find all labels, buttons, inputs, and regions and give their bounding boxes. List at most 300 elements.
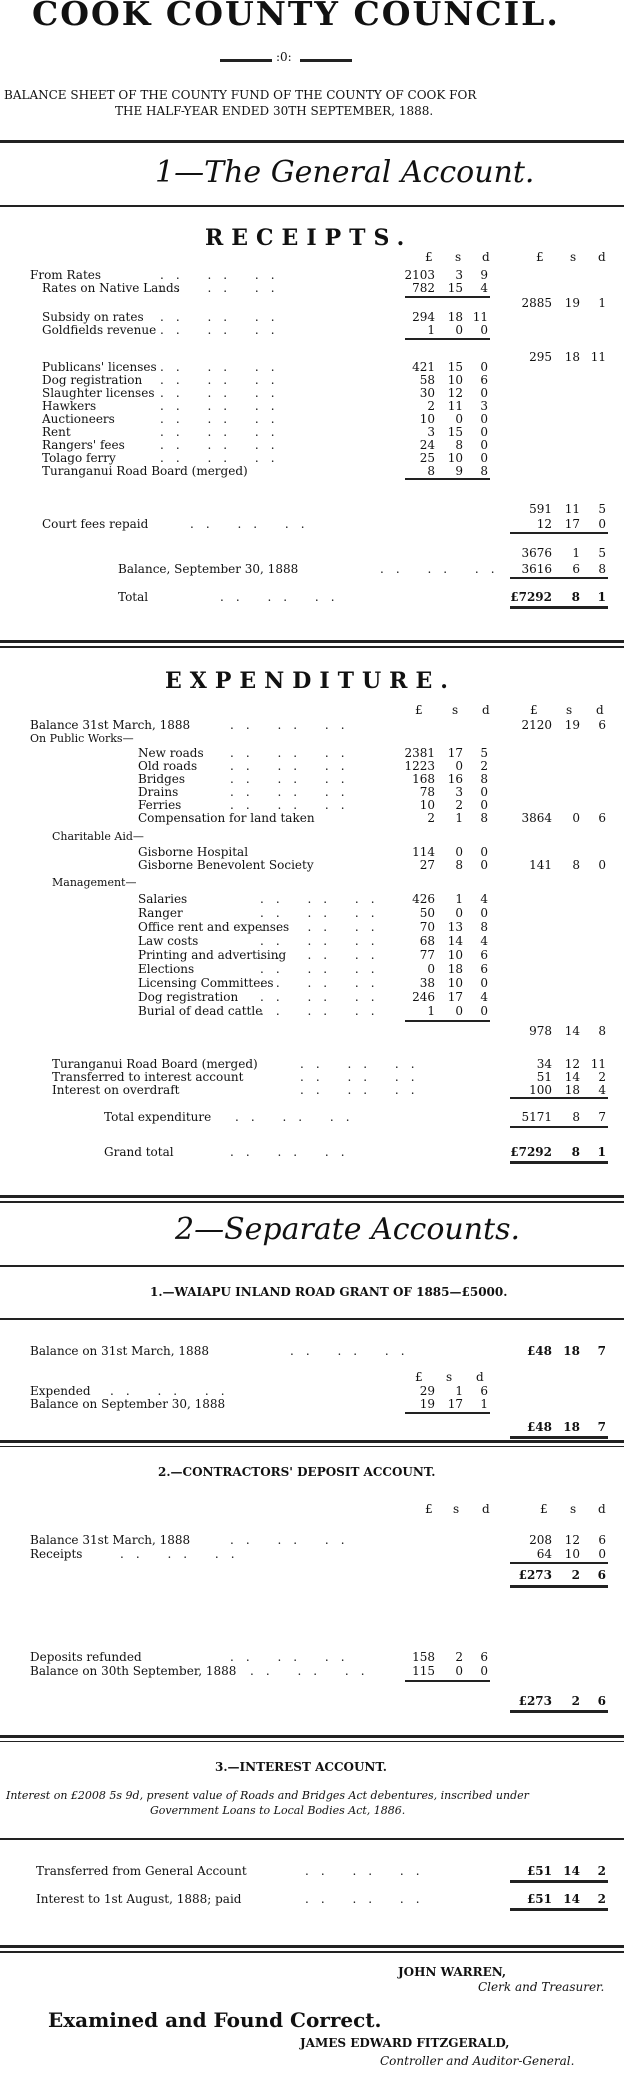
contractors-label: Receipts xyxy=(30,1547,83,1561)
total-expenditure-s: 8 xyxy=(572,1110,580,1124)
receipt-amount-s: 0 xyxy=(455,412,463,426)
receipt-label: Hawkers xyxy=(42,399,97,413)
receipts-subtotal-l: 591 xyxy=(529,502,552,516)
receipt-amount-s: 15 xyxy=(447,281,463,295)
management-label: Dog registration xyxy=(138,990,239,1004)
expenditure-amount-d: 2 xyxy=(598,1070,606,1084)
expenditure-amount-l: 51 xyxy=(536,1070,552,1084)
balance-amount-l: 3616 xyxy=(521,562,552,576)
receipts-subtotal-s: 19 xyxy=(564,296,580,310)
management-amount-l: 1 xyxy=(427,1004,435,1018)
grand-total-d: 1 xyxy=(597,1145,606,1159)
management-label: Printing and advertising xyxy=(138,948,287,962)
management-label: Law costs xyxy=(138,934,199,948)
receipt-amount-d: 0 xyxy=(480,412,488,426)
leader-dots: .. .. .. xyxy=(160,438,287,452)
sum-rule xyxy=(510,1585,608,1588)
charitable-label: Gisborne Benevolent Society xyxy=(138,858,314,872)
management-label: Elections xyxy=(138,962,195,976)
interest-note-2: Government Loans to Local Bodies Act, 1886. xyxy=(150,1804,406,1817)
rule xyxy=(0,1951,624,1953)
receipts-subtotal-d: 11 xyxy=(590,350,606,364)
leader-dots: .. .. .. xyxy=(230,1145,357,1159)
contractors-receipts-l: 64 xyxy=(536,1547,552,1561)
public-works-amount-s: 16 xyxy=(447,772,463,786)
public-works-total-s: 0 xyxy=(572,811,580,825)
receipt-amount-s: 3 xyxy=(455,268,463,282)
receipt-amount-d: 3 xyxy=(480,399,488,413)
receipt-amount-s: 8 xyxy=(455,438,463,452)
col-d: d xyxy=(598,250,606,264)
leader-dots: .. .. .. xyxy=(160,281,287,295)
signatory-1-name: JOHN WARREN, xyxy=(398,1965,507,1979)
receipt-label: Publicans' licenses xyxy=(42,360,157,374)
contractors-refunded-l: 158 xyxy=(412,1650,435,1664)
total-expenditure-l: 5171 xyxy=(521,1110,552,1124)
separate-accounts-title: 2—Separate Accounts. xyxy=(175,1212,521,1247)
court-fees-amount-l: 12 xyxy=(536,517,552,531)
public-works-amount-l: 168 xyxy=(412,772,435,786)
col-s: s xyxy=(452,703,459,717)
receipt-amount-s: 10 xyxy=(447,451,463,465)
rule xyxy=(0,1945,624,1948)
receipt-amount-l: 421 xyxy=(412,360,435,374)
leader-dots: .. .. .. xyxy=(260,892,387,906)
management-amount-l: 0 xyxy=(427,962,435,976)
contractors-label: Balance 31st March, 1888 xyxy=(30,1533,191,1547)
receipt-amount-s: 18 xyxy=(447,310,463,324)
management-amount-s: 10 xyxy=(447,948,463,962)
receipt-amount-d: 0 xyxy=(480,438,488,452)
expenditure-amount-s: 18 xyxy=(564,1083,580,1097)
leader-dots: .. .. .. xyxy=(260,934,387,948)
waiapu-balance-sep-s: 17 xyxy=(447,1397,463,1411)
leader-dots: .. .. .. xyxy=(160,310,287,324)
management-label: Burial of dead cattle xyxy=(138,1004,263,1018)
public-works-amount-s: 1 xyxy=(455,811,463,825)
receipt-amount-s: 12 xyxy=(447,386,463,400)
receipt-amount-l: 1 xyxy=(427,323,435,337)
receipts-heading: RECEIPTS. xyxy=(205,225,413,251)
ornament: :0: xyxy=(220,52,350,66)
management-amount-l: 426 xyxy=(412,892,435,906)
leader-dots: .. .. .. xyxy=(230,718,357,732)
management-label: Ranger xyxy=(138,906,183,920)
charitable-amount-s: 8 xyxy=(455,858,463,872)
management-amount-d: 4 xyxy=(480,934,488,948)
receipt-amount-l: 10 xyxy=(419,412,435,426)
management-amount-l: 68 xyxy=(419,934,435,948)
leader-dots: .. .. .. xyxy=(190,517,317,531)
interest-paid-l: £51 xyxy=(526,1892,552,1906)
leader-dots: .. .. .. xyxy=(160,451,287,465)
section-label: On Public Works— xyxy=(30,732,134,745)
expenditure-label: Total expenditure xyxy=(104,1110,212,1124)
receipt-label: Slaughter licenses xyxy=(42,386,155,400)
sum-rule xyxy=(510,1097,608,1099)
sum-rule xyxy=(405,1412,490,1414)
contractors-refunded-s: 2 xyxy=(455,1650,463,1664)
rule xyxy=(0,1201,624,1203)
charitable-total-l: 141 xyxy=(529,858,552,872)
contractors-balance-30-l: 115 xyxy=(412,1664,435,1678)
management-amount-d: 0 xyxy=(480,906,488,920)
sum-rule xyxy=(510,1880,608,1883)
col-pound: £ xyxy=(540,1502,548,1516)
section-label: Charitable Aid— xyxy=(52,830,144,843)
receipt-amount-l: 3 xyxy=(427,425,435,439)
sum-rule xyxy=(405,1680,490,1682)
leader-dots: .. .. .. xyxy=(160,373,287,387)
balance-amount-d: 8 xyxy=(598,562,606,576)
public-works-amount-d: 8 xyxy=(480,772,488,786)
public-works-amount-s: 17 xyxy=(447,746,463,760)
receipt-label: Subsidy on rates xyxy=(42,310,144,324)
contractors-label: Balance on 30th September, 1888 xyxy=(30,1664,237,1678)
public-works-label: New roads xyxy=(138,746,204,760)
contractors-balance-s: 12 xyxy=(564,1533,580,1547)
management-label: Licensing Committees xyxy=(138,976,274,990)
leader-dots: .. .. .. xyxy=(160,386,287,400)
expenditure-amount-l: 34 xyxy=(536,1057,552,1071)
contractors-receipts-s: 10 xyxy=(564,1547,580,1561)
receipts-subtotal-s: 11 xyxy=(564,502,580,516)
charitable-amount-l: 114 xyxy=(412,845,435,859)
management-amount-s: 1 xyxy=(455,892,463,906)
receipt-amount-d: 8 xyxy=(480,464,488,478)
receipt-amount-d: 0 xyxy=(480,425,488,439)
leader-dots: .. .. .. xyxy=(160,425,287,439)
sum-rule xyxy=(510,1562,608,1564)
sum-rule xyxy=(510,1908,608,1911)
receipt-amount-l: 58 xyxy=(419,373,435,387)
charitable-label: Gisborne Hospital xyxy=(138,845,249,859)
management-amount-s: 18 xyxy=(447,962,463,976)
grand-total-l: £7292 xyxy=(510,1145,552,1159)
col-s: s xyxy=(566,703,573,717)
sum-rule xyxy=(510,577,608,579)
management-amount-l: 50 xyxy=(419,906,435,920)
leader-dots: .. .. .. xyxy=(305,1892,432,1906)
receipt-amount-d: 6 xyxy=(480,373,488,387)
opening-balance-l: 2120 xyxy=(521,718,552,732)
col-d: d xyxy=(482,1502,490,1516)
receipt-amount-d: 9 xyxy=(480,268,488,282)
leader-dots: .. .. .. xyxy=(230,798,357,812)
contractors-balance-d: 6 xyxy=(598,1533,606,1547)
leader-dots: .. .. .. xyxy=(380,562,507,576)
rule xyxy=(0,640,624,643)
sum-rule xyxy=(405,296,490,298)
leader-dots: .. .. .. xyxy=(305,1864,432,1878)
interest-note-1: Interest on £2008 5s 9d, present value of Roads and Bridges Act debentures, inscribed under xyxy=(6,1789,529,1802)
expenditure-label: Balance 31st March, 1888 xyxy=(30,718,191,732)
management-total-d: 8 xyxy=(598,1024,606,1038)
leader-dots: .. .. .. xyxy=(300,1070,427,1084)
col-pound: £ xyxy=(425,250,433,264)
public-works-total-d: 6 xyxy=(598,811,606,825)
receipt-label: Court fees repaid xyxy=(42,517,149,531)
waiapu-balance-sep-l: 19 xyxy=(419,1397,435,1411)
waiapu-label: Balance on 31st March, 1888 xyxy=(30,1344,209,1358)
management-total-l: 978 xyxy=(529,1024,552,1038)
waiapu-total-d: 7 xyxy=(597,1420,606,1434)
charitable-amount-l: 27 xyxy=(419,858,435,872)
interest-paid-s: 14 xyxy=(563,1892,580,1906)
leader-dots: .. .. .. xyxy=(220,590,347,604)
expenditure-amount-s: 14 xyxy=(564,1070,580,1084)
rule xyxy=(0,1735,624,1738)
col-d: d xyxy=(482,703,490,717)
rule xyxy=(0,1265,624,1267)
expenditure-amount-d: 11 xyxy=(590,1057,606,1071)
leader-dots: .. .. .. xyxy=(160,412,287,426)
leader-dots: .. .. .. xyxy=(260,920,387,934)
leader-dots: .. .. .. xyxy=(260,948,387,962)
col-pound: £ xyxy=(536,250,544,264)
expenditure-heading: EXPENDITURE. xyxy=(165,668,456,694)
grand-total-s: 8 xyxy=(571,1145,580,1159)
leader-dots: .. .. .. xyxy=(260,1004,387,1018)
examined-text: Examined and Found Correct. xyxy=(48,2008,382,2032)
interest-paid-d: 2 xyxy=(597,1892,606,1906)
management-amount-d: 6 xyxy=(480,948,488,962)
receipts-sum-s: 1 xyxy=(572,546,580,560)
contractors-balance-l: 208 xyxy=(529,1533,552,1547)
management-amount-s: 0 xyxy=(455,906,463,920)
rule xyxy=(0,646,624,648)
leader-dots: .. .. .. xyxy=(260,976,387,990)
waiapu-label: Balance on September 30, 1888 xyxy=(30,1397,226,1411)
opening-balance-d: 6 xyxy=(598,718,606,732)
receipts-total-s: 8 xyxy=(571,590,580,604)
management-amount-d: 6 xyxy=(480,962,488,976)
management-amount-s: 10 xyxy=(447,976,463,990)
leader-dots: .. .. .. xyxy=(110,1384,237,1398)
receipts-sum-d: 5 xyxy=(598,546,606,560)
leader-dots: .. .. .. xyxy=(235,1110,362,1124)
receipt-amount-l: 782 xyxy=(412,281,435,295)
waiapu-expended-d: 6 xyxy=(480,1384,488,1398)
interest-label: Transferred from General Account xyxy=(36,1864,247,1878)
contractors-total-s: 2 xyxy=(571,1694,580,1708)
receipt-label: Tolago ferry xyxy=(42,451,116,465)
rule xyxy=(0,1195,624,1198)
charitable-total-d: 0 xyxy=(598,858,606,872)
receipt-label: Auctioneers xyxy=(42,412,115,426)
expenditure-amount-d: 4 xyxy=(598,1083,606,1097)
contractors-total-l: £273 xyxy=(518,1694,552,1708)
receipt-amount-d: 0 xyxy=(480,386,488,400)
leader-dots: .. .. .. xyxy=(300,1083,427,1097)
expenditure-label: Turanganui Road Board (merged) xyxy=(52,1057,258,1071)
col-pound: £ xyxy=(415,1370,423,1384)
public-works-total-l: 3864 xyxy=(521,811,552,825)
balance-amount-s: 6 xyxy=(572,562,580,576)
interest-transferred-d: 2 xyxy=(597,1864,606,1878)
receipts-subtotal-d: 1 xyxy=(598,296,606,310)
council-title: COOK COUNTY COUNCIL. xyxy=(32,0,560,33)
leader-dots: .. .. .. xyxy=(230,746,357,760)
court-fees-amount-d: 0 xyxy=(598,517,606,531)
expenditure-label: Interest on overdraft xyxy=(52,1083,180,1097)
contractors-receipts-d: 0 xyxy=(598,1547,606,1561)
receipt-label: Rent xyxy=(42,425,71,439)
signatory-2-name: JAMES EDWARD FITZGERALD, xyxy=(300,2036,510,2050)
receipt-label: From Rates xyxy=(30,268,102,282)
rule xyxy=(0,1741,624,1742)
waiapu-balance-sep-d: 1 xyxy=(480,1397,488,1411)
receipt-label: Dog registration xyxy=(42,373,143,387)
public-works-amount-d: 8 xyxy=(480,811,488,825)
receipt-amount-s: 9 xyxy=(455,464,463,478)
receipt-amount-l: 8 xyxy=(427,464,435,478)
contractors-subtotal-l: £273 xyxy=(518,1568,552,1582)
management-amount-s: 13 xyxy=(447,920,463,934)
leader-dots: .. .. .. xyxy=(230,785,357,799)
receipt-amount-l: 25 xyxy=(419,451,435,465)
receipts-total-l: £7292 xyxy=(510,590,552,604)
waiapu-heading: 1.—WAIAPU INLAND ROAD GRANT OF 1885—£5000. xyxy=(150,1285,508,1299)
col-s: s xyxy=(453,1502,460,1516)
receipt-label: Turanganui Road Board (merged) xyxy=(42,464,248,478)
receipt-amount-d: 0 xyxy=(480,360,488,374)
contractors-refunded-d: 6 xyxy=(480,1650,488,1664)
receipt-label: Rates on Native Lands xyxy=(42,281,180,295)
waiapu-expended-l: 29 xyxy=(419,1384,435,1398)
interest-transferred-s: 14 xyxy=(563,1864,580,1878)
leader-dots: .. .. .. xyxy=(160,399,287,413)
waiapu-total-s: 18 xyxy=(563,1420,580,1434)
receipt-amount-s: 15 xyxy=(447,425,463,439)
leader-dots: .. .. .. xyxy=(230,1533,357,1547)
total-expenditure-d: 7 xyxy=(598,1110,606,1124)
leader-dots: .. .. .. xyxy=(230,772,357,786)
receipt-amount-l: 294 xyxy=(412,310,435,324)
receipt-amount-s: 0 xyxy=(455,323,463,337)
public-works-label: Drains xyxy=(138,785,179,799)
receipts-subtotal-l: 2885 xyxy=(521,296,552,310)
receipt-amount-d: 0 xyxy=(480,451,488,465)
public-works-amount-l: 78 xyxy=(419,785,435,799)
expenditure-amount-l: 100 xyxy=(529,1083,552,1097)
expenditure-amount-s: 12 xyxy=(564,1057,580,1071)
receipt-amount-l: 30 xyxy=(419,386,435,400)
receipts-subtotal-s: 18 xyxy=(564,350,580,364)
interest-heading: 3.—INTEREST ACCOUNT. xyxy=(215,1760,387,1774)
leader-dots: .. .. .. xyxy=(160,323,287,337)
public-works-amount-s: 0 xyxy=(455,759,463,773)
leader-dots: .. .. .. xyxy=(290,1344,417,1358)
rule xyxy=(0,1318,624,1320)
rule xyxy=(0,1440,624,1443)
section-label: Management— xyxy=(52,876,137,889)
management-label: Office rent and expenses xyxy=(138,920,290,934)
public-works-label: Old roads xyxy=(138,759,198,773)
waiapu-total-l: £48 xyxy=(526,1420,552,1434)
public-works-amount-d: 2 xyxy=(480,759,488,773)
subtitle-line-2: THE HALF-YEAR ENDED 30TH SEPTEMBER, 1888. xyxy=(115,104,434,118)
col-pound: £ xyxy=(530,703,538,717)
general-account-title: 1—The General Account. xyxy=(155,155,535,190)
contractors-subtotal-d: 6 xyxy=(597,1568,606,1582)
subtitle-line-1: BALANCE SHEET OF THE COUNTY FUND OF THE COUNTY OF COOK FOR xyxy=(4,88,477,102)
management-amount-d: 4 xyxy=(480,892,488,906)
management-amount-l: 70 xyxy=(419,920,435,934)
rule xyxy=(0,1838,624,1840)
expenditure-label: Grand total xyxy=(104,1145,174,1159)
sum-rule xyxy=(510,532,608,534)
public-works-label: Bridges xyxy=(138,772,186,786)
public-works-amount-l: 1223 xyxy=(404,759,435,773)
management-amount-l: 246 xyxy=(412,990,435,1004)
charitable-amount-d: 0 xyxy=(480,845,488,859)
expenditure-label: Transferred to interest account xyxy=(52,1070,244,1084)
waiapu-balance-l: £48 xyxy=(526,1344,552,1358)
public-works-label: Compensation for land taken xyxy=(138,811,315,825)
receipt-amount-l: 2 xyxy=(427,399,435,413)
col-d: d xyxy=(596,703,604,717)
receipt-label: Goldfields revenue xyxy=(42,323,157,337)
leader-dots: .. .. .. xyxy=(160,360,287,374)
waiapu-label: Expended xyxy=(30,1384,91,1398)
public-works-amount-s: 2 xyxy=(455,798,463,812)
contractors-heading: 2.—CONTRACTORS' DEPOSIT ACCOUNT. xyxy=(158,1465,436,1479)
sum-rule xyxy=(510,1161,608,1164)
leader-dots: .. .. .. xyxy=(160,268,287,282)
leader-dots: .. .. .. xyxy=(120,1547,247,1561)
leader-dots: .. .. .. xyxy=(230,1650,357,1664)
contractors-label: Deposits refunded xyxy=(30,1650,142,1664)
management-label: Salaries xyxy=(138,892,188,906)
rule xyxy=(0,205,624,207)
sum-rule xyxy=(510,1436,608,1439)
public-works-amount-d: 0 xyxy=(480,785,488,799)
management-amount-s: 17 xyxy=(447,990,463,1004)
receipt-label: Rangers' fees xyxy=(42,438,125,452)
sum-rule xyxy=(510,1126,608,1128)
receipt-amount-d: 0 xyxy=(480,323,488,337)
leader-dots: .. .. .. xyxy=(260,962,387,976)
leader-dots: .. .. .. xyxy=(300,1057,427,1071)
rule xyxy=(0,1446,624,1447)
receipt-amount-l: 2103 xyxy=(404,268,435,282)
leader-dots: .. .. .. xyxy=(250,1664,377,1678)
public-works-amount-d: 0 xyxy=(480,798,488,812)
management-amount-s: 0 xyxy=(455,1004,463,1018)
receipt-amount-d: 11 xyxy=(472,310,488,324)
receipt-amount-d: 4 xyxy=(480,281,488,295)
opening-balance-s: 19 xyxy=(564,718,580,732)
waiapu-balance-d: 7 xyxy=(597,1344,606,1358)
charitable-amount-s: 0 xyxy=(455,845,463,859)
management-amount-s: 14 xyxy=(447,934,463,948)
col-d: d xyxy=(598,1502,606,1516)
receipt-amount-s: 11 xyxy=(447,399,463,413)
col-d: d xyxy=(476,1370,484,1384)
receipt-label: Balance, September 30, 1888 xyxy=(118,562,299,576)
contractors-total-d: 6 xyxy=(597,1694,606,1708)
management-amount-d: 0 xyxy=(480,976,488,990)
interest-transferred-l: £51 xyxy=(526,1864,552,1878)
col-s: s xyxy=(446,1370,453,1384)
signatory-1-role: Clerk and Treasurer. xyxy=(478,1980,605,1994)
interest-label: Interest to 1st August, 1888; paid xyxy=(36,1892,242,1906)
sum-rule xyxy=(405,478,490,480)
col-d: d xyxy=(482,250,490,264)
public-works-amount-l: 2 xyxy=(427,811,435,825)
leader-dots: .. .. .. xyxy=(230,759,357,773)
